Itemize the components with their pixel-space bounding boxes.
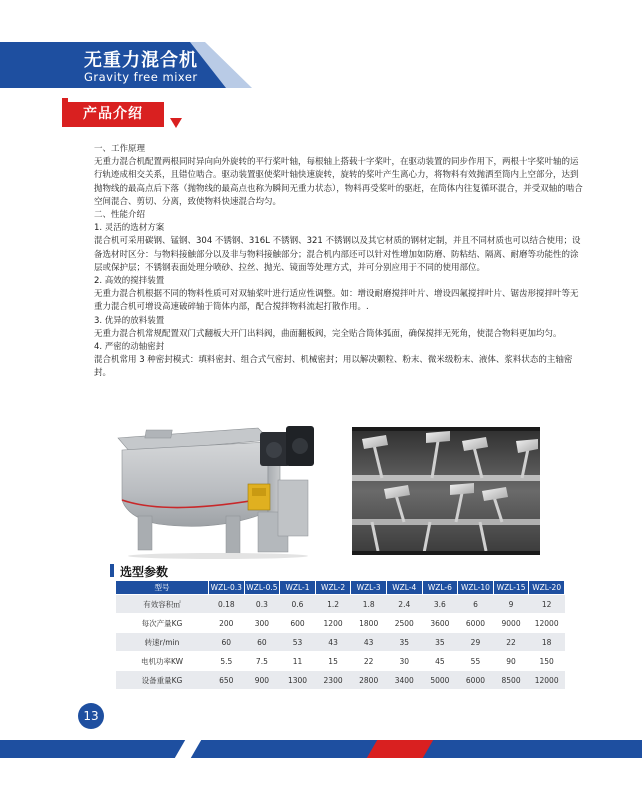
table-header-cell: WZL-3 (351, 581, 387, 595)
heading-material: 1. 灵活的选材方案 (94, 223, 165, 234)
table-cell: 900 (244, 671, 280, 690)
heading-performance: 二、性能介绍 (94, 210, 146, 221)
table-cell: 22 (351, 652, 387, 671)
table-cell: 300 (244, 614, 280, 633)
section-tag-label: 产品介绍 (83, 106, 143, 122)
table-cell: 3600 (422, 614, 458, 633)
table-cell: 9000 (493, 614, 529, 633)
table-cell: 1.8 (351, 595, 387, 614)
paragraph-material: 混合机可采用碳钢、锰钢、304 不锈钢、316L 不锈钢、321 不锈钢以及其它材质的钢材定制，并且不同材质也可以结合使用；设备选材时区分：与物料接触部分以及非与物料接触部分；混合机内部还可以针对性增加如防磨、防粘结、隔离、耐磨等功能性的涂层或保护层；不锈钢表面处理分喷砂、拉丝、抛光、镜面等处理方式，并可分别应用于不同的使用部位。 (94, 236, 581, 273)
table-cell: 55 (458, 652, 494, 671)
table-cell: 35 (422, 633, 458, 652)
footer-accent (367, 740, 433, 758)
table-cell: 6000 (458, 614, 494, 633)
heading-working-principle: 一、工作原理 (94, 144, 146, 154)
table-cell: 3.6 (422, 595, 458, 614)
table-cell: 60 (209, 633, 245, 652)
table-cell: 5000 (422, 671, 458, 690)
footer-stripe (0, 740, 642, 758)
table-cell: 650 (209, 671, 245, 690)
table-row (116, 633, 565, 652)
heading-discharge: 3. 优异的放料装置 (94, 315, 165, 326)
table-cell: 0.18 (209, 595, 245, 614)
table-cell: 150 (529, 652, 565, 671)
table-row (116, 614, 565, 633)
table-header-row (116, 581, 565, 595)
table-cell: 60 (244, 633, 280, 652)
table-cell: 1.2 (315, 595, 351, 614)
spec-title-bar (110, 564, 114, 577)
table-cell: 15 (315, 652, 351, 671)
page-title: 无重力混合机 (84, 50, 198, 71)
table-cell: 1800 (351, 614, 387, 633)
table-header-cell: WZL-1 (280, 581, 316, 595)
table-cell: 12 (529, 595, 565, 614)
page-number: 13 (78, 703, 104, 729)
table-cell: 11 (280, 652, 316, 671)
heading-seal: 4. 严密的动轴密封 (94, 342, 165, 353)
table-cell: 3400 (386, 671, 422, 690)
table-row-label: 电机功率KW (116, 652, 209, 671)
table-cell: 30 (386, 652, 422, 671)
table-cell: 200 (209, 614, 245, 633)
table-cell: 0.3 (244, 595, 280, 614)
table-header-cell: WZL-4 (386, 581, 422, 595)
table-cell: 6000 (458, 671, 494, 690)
table-header-cell: WZL-10 (458, 581, 494, 595)
table-row-label: 每次产量KG (116, 614, 209, 633)
table-header-cell: WZL-0.5 (244, 581, 280, 595)
table-row-label: 设备重量KG (116, 671, 209, 690)
table-cell: 7.5 (244, 652, 280, 671)
table-cell: 35 (386, 633, 422, 652)
table-cell: 1300 (280, 671, 316, 690)
machine-photo (108, 420, 320, 560)
table-header-cell: WZL-6 (422, 581, 458, 595)
table-cell: 5.5 (209, 652, 245, 671)
table-cell: 12000 (529, 614, 565, 633)
table-cell: 22 (493, 633, 529, 652)
table-cell: 9 (493, 595, 529, 614)
table-cell: 53 (280, 633, 316, 652)
paragraph-discharge: 无重力混合机常规配置双门式翻板大开门出料阀，曲面翻板阀，完全贴合筒体弧面，确保搅拌无死角，使混合物料更加均匀。 (94, 328, 562, 339)
table-cell: 2500 (386, 614, 422, 633)
table-cell: 90 (493, 652, 529, 671)
table-cell: 6 (458, 595, 494, 614)
paragraph-working-principle: 无重力混合机配置两根同时异向向外旋转的平行桨叶轴，每根轴上搭载十字桨叶，在驱动装置的同步作用下，两根十字桨叶轴的运行轨迹成相交关系，且错位啮合。驱动装置驱使桨叶轴快速旋转，旋转的桨叶产生离心力，将物料有效抛洒至筒内上空部分，达到抛物线的最高点后下落（抛物线的最高点也称为瞬间无重力状态），物料再受桨叶的驱赶，在筒体内往复循环混合，并受双轴的啮合空间混合、剪切、分离，致使物料快速混合均匀。 (94, 157, 583, 207)
table-header-cell: 型号 (116, 581, 209, 595)
interior-photo (352, 427, 540, 555)
table-row (116, 652, 565, 671)
table-cell: 2300 (315, 671, 351, 690)
table-header-cell: WZL-2 (315, 581, 351, 595)
table-header-cell: WZL-15 (493, 581, 529, 595)
intro-text (94, 143, 584, 381)
spec-table (115, 580, 565, 690)
heading-agitator: 2. 高效的搅拌装置 (94, 276, 165, 287)
table-cell: 600 (280, 614, 316, 633)
table-header-cell: WZL-0.3 (209, 581, 245, 595)
table-row (116, 671, 565, 690)
table-cell: 43 (351, 633, 387, 652)
table-header-cell: WZL-20 (529, 581, 565, 595)
spec-title: 选型参数 (120, 565, 169, 579)
table-cell: 2.4 (386, 595, 422, 614)
table-cell: 29 (458, 633, 494, 652)
table-cell: 45 (422, 652, 458, 671)
triangle-down-icon (170, 118, 182, 128)
paragraph-agitator: 无重力混合机根据不同的物料性质可对双轴桨叶进行适应性调整。如：增设耐磨搅拌叶片、增设四氟搅拌叶片、锯齿形搅拌叶等无重力混合机可增设高速破碎轴于筒体内部，配合搅拌物料流起打散作用。. (94, 289, 579, 313)
table-cell: 2800 (351, 671, 387, 690)
table-cell: 43 (315, 633, 351, 652)
table-cell: 8500 (493, 671, 529, 690)
table-cell: 12000 (529, 671, 565, 690)
table-row-label: 转速r/min (116, 633, 209, 652)
table-cell: 1200 (315, 614, 351, 633)
table-row-label: 有效容积㎡ (116, 595, 209, 614)
table-cell: 18 (529, 633, 565, 652)
table-row (116, 595, 565, 614)
page-subtitle: Gravity free mixer (84, 70, 198, 84)
table-cell: 0.6 (280, 595, 316, 614)
paragraph-seal: 混合机常用 3 种密封模式：填料密封、组合式气密封、机械密封；用以解决颗粒、粉末、微米级粉末、液体、浆料状态的主轴密封。 (94, 355, 573, 379)
